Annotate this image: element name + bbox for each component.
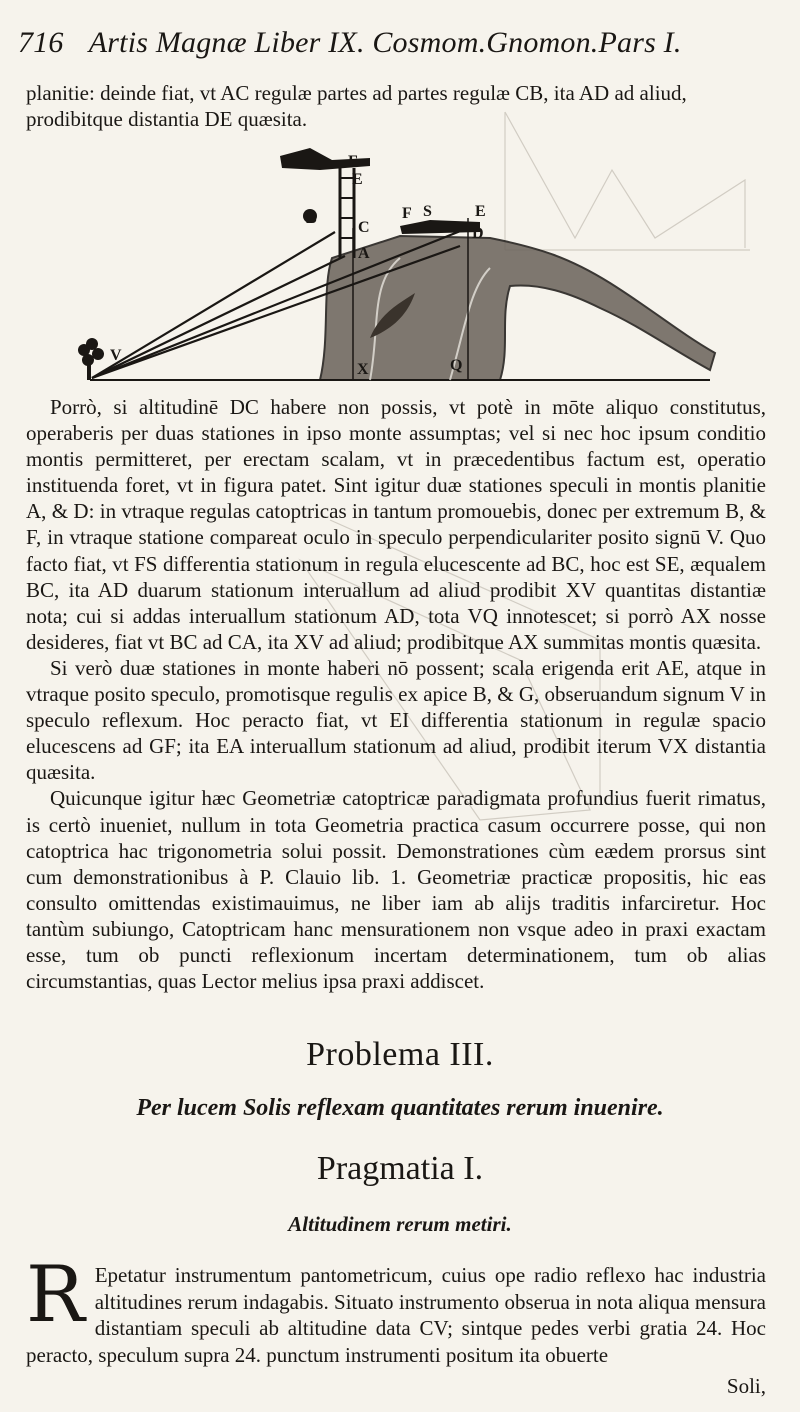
figure-label-q: Q	[450, 357, 463, 374]
page-number: 716	[18, 26, 64, 59]
pragmatia-subtitle: Altitudinem rerum metiri.	[288, 1212, 512, 1236]
final-paragraph	[26, 1250, 766, 1368]
figure-label-x: X	[357, 361, 369, 378]
figure-label-v: V	[110, 347, 122, 364]
figure-label-s: S	[423, 203, 432, 220]
drop-cap: R	[26, 1250, 85, 1340]
pragmatia-heading: Pragmatia I.	[316, 1150, 484, 1187]
figure-label-e: E	[475, 203, 486, 220]
figure-label-d: D	[472, 225, 484, 242]
figure-label-a: A	[358, 245, 370, 262]
figure-label-f: F	[402, 205, 412, 222]
main-body-text	[26, 394, 766, 994]
figure-label-f-ladder: F	[348, 153, 358, 170]
paragraph-si-vero: Si verò duæ stationes in monte haberi nō possent; scala erigenda erit AE, atque in vtraque posito speculo, promotisque regulis ex apice B, & G, obseruandum signum V in speculo reflexum. Hoc peracto fiat, vt EI differentia stationum in regulæ spacio elucescens ad GF; ita EA interuallum stationum ad aliud, prodibit iterum VX distantia quæsita.	[26, 655, 766, 785]
figure-label-b: B	[306, 210, 317, 227]
paragraph-porro: Porrò, si altitudinē DC habere non possis, vt potè in mōte aliquo constitutus, operaberis per duas stationes in ipso monte assumptas; vel si nec hoc ipsum conditio montis permitteret, per erectam scalam, vt in præcedentibus factum est, operatio instituenda foret, vt in figura patet. Sint igitur duæ stationes speculi in montis planitie A, & D: in vtraque regulas catoptricas in tantum promouebis, donec per extremum B, & F, in vtraque statione compareat oculo in speculo perpendiculariter posito signū V. Quo facto fiat, vt FS differentia stationum in regula elucescente ad BC, hoc est SE, æqualem BC, ita AD duarum stationum interuallum ad aliud prodibit XV quantitas distantiæ nota; cui si addas interuallum stationum AD, tota VQ innotescet; si porrò AX nosse desideres, fiat vt BC ad CA, ita XV ad aliud; prodibitque AX summitas montis quæsita.	[26, 395, 766, 654]
catchword: Soli,	[726, 1374, 766, 1398]
problem-subtitle: Per lucem Solis reflexam quantitates rerum inuenire.	[136, 1095, 664, 1121]
figure-label-e-ladder: E	[352, 171, 363, 188]
running-head	[18, 26, 778, 60]
running-title: Artis Magnæ Liber IX. Cosmom.Gnomon.Pars I.	[88, 26, 682, 59]
paragraph-quicunque: Quicunque igitur hæc Geometriæ catoptricæ paradigmata profundius fuerit rimatus, is certò inueniet, nullum in tota Geometria practica casum occurrere posse, qui non catoptrica hac trigonometria solui possit. Demonstrationes cùm eædem prorsus sint cum demonstrationibus à P. Clauio lib. 1. Geometriæ practicæ propositis, hic eas consulto omittendas existimauimus, ne liber iam ab alijs traditis infarciretur. Hoc tantùm subiungo, Catoptricam hanc mensurationem non vsque adeo in praxi exactam esse, tum ob puncti reflexionum incertam determinationem, tum ob alias circumstantias, quas Lector melius ipsa praxi addiscet.	[26, 786, 766, 994]
figure-label-c: C	[358, 219, 370, 236]
problem-heading: Problema III.	[306, 1036, 494, 1073]
intro-text: planitie: deinde fiat, vt AC regulæ partes ad partes regulæ CB, ita AD ad aliud, prodibitque distantia DE quæsita.	[26, 81, 687, 131]
final-paragraph-text: Epetatur instrumentum pantometricum, cuius ope radio reflexo hac industria altitudines rerum indagabis. Situato instrumento obserua in nota aliqua mensura distantiam speculi ab altitudine data CV; sintque pedes verbi gratia 24. Hoc peracto, speculum supra 24. punctum instrumenti positum ita obuerte	[26, 1263, 766, 1367]
mountain-survey-figure	[70, 108, 730, 388]
